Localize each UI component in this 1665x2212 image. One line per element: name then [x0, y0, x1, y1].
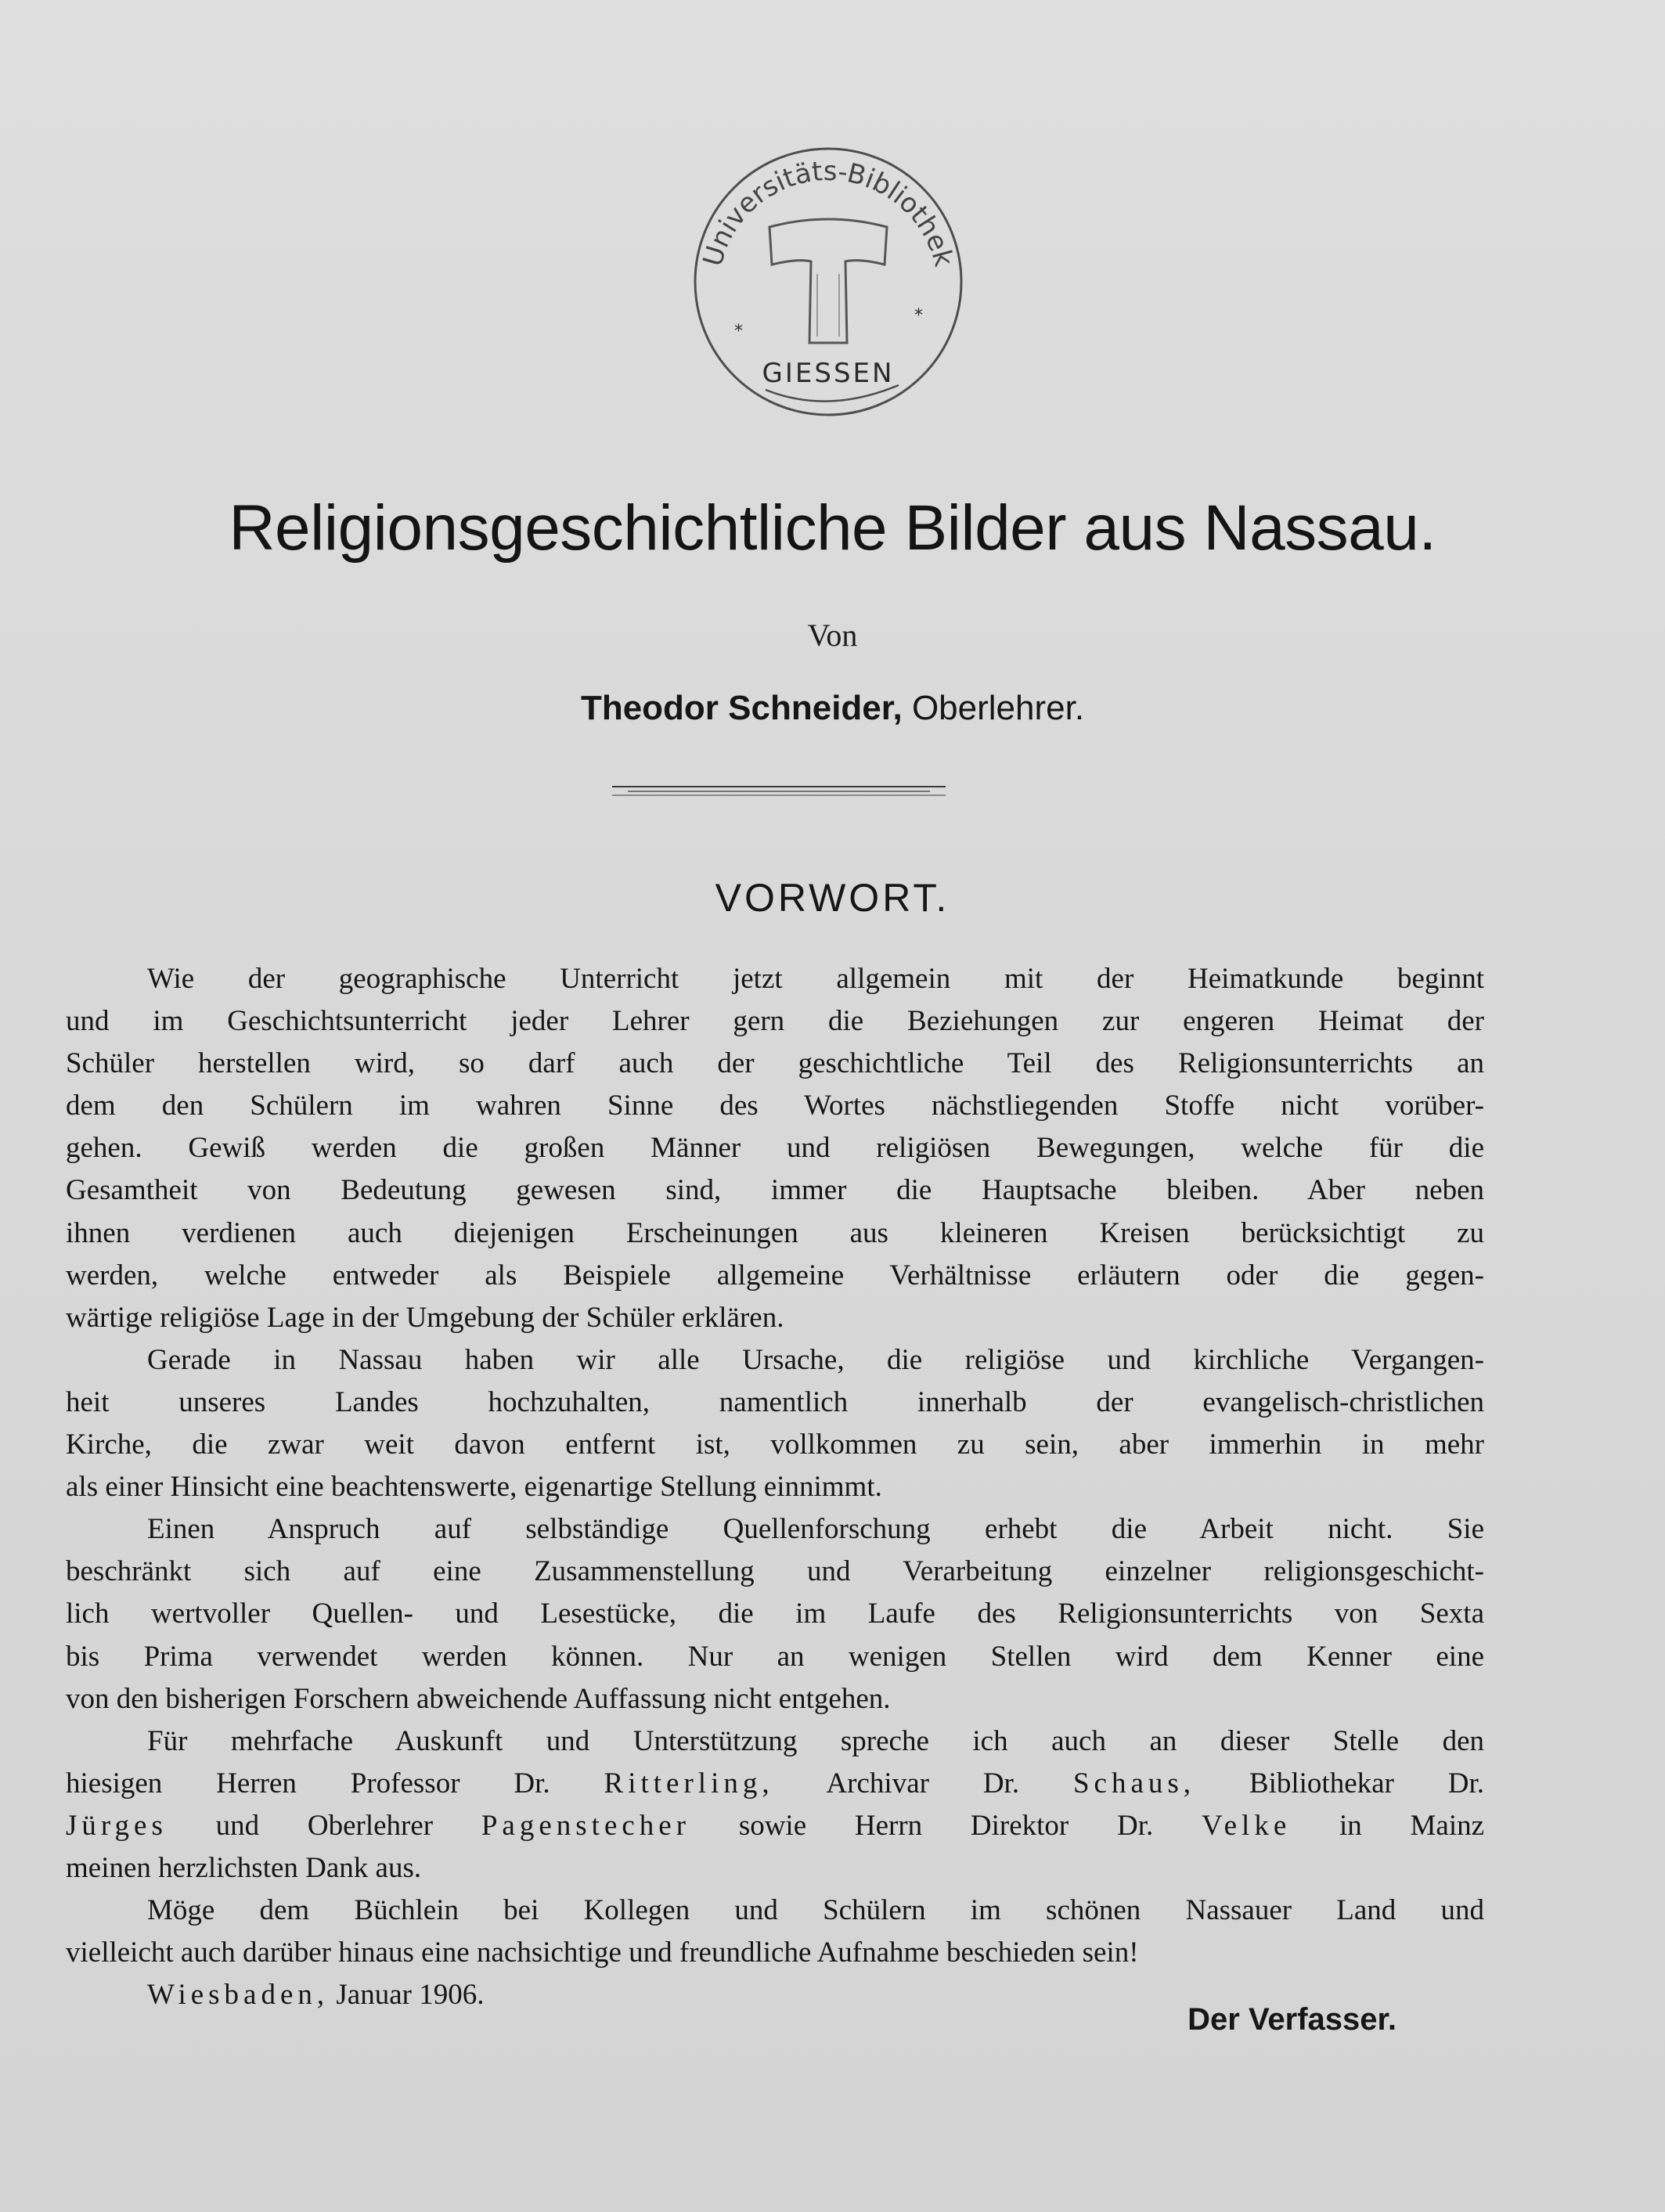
- text-line: von den bisherigen Forschern abweichende Auffassung nicht entgehen.: [66, 1682, 891, 1715]
- text-line: lich wertvoller Quellen- und Lesestücke, die im Laufe des Religionsunterrichts von Sexta: [66, 1598, 1484, 1630]
- text-line: bis Prima verwendet werden können. Nur an wenigen Stellen wird dem Kenner eine: [66, 1640, 1484, 1673]
- text-line: heit unseres Landes hochzuhalten, namentlich innerhalb der evangelisch-christlichen: [66, 1385, 1484, 1418]
- text-segment: Archivar Dr.: [826, 1767, 1020, 1800]
- svg-text:*: *: [734, 322, 743, 341]
- text-line: Schüler herstellen wird, so darf auch der geschichtliche Teil des Religionsunterrichts an: [66, 1047, 1484, 1080]
- text-line: wärtige religiöse Lage in der Umgebung der Schüler erklären.: [66, 1301, 784, 1334]
- person-name: Ritterling,: [604, 1767, 774, 1800]
- text-line: Einen Anspruch auf selbständige Quellenforschung erhebt die Arbeit nicht. Sie: [147, 1513, 1484, 1546]
- text-line: dem den Schülern im wahren Sinne des Wortes nächstliegenden Stoffe nicht vorüber-: [66, 1090, 1484, 1122]
- text-line: werden, welche entweder als Beispiele allgemeine Verhältnisse erläutern oder die gegen-: [66, 1259, 1484, 1292]
- decorative-rule: [612, 783, 946, 797]
- date: Januar 1906.: [336, 1979, 485, 2012]
- text-line: [66, 1805, 1484, 1847]
- place: Wiesbaden,: [147, 1979, 330, 2012]
- svg-text:*: *: [914, 306, 923, 326]
- byline: Von: [807, 618, 858, 653]
- text-line: gehen. Gewiß werden die großen Männer und religiösen Bewegungen, welche für die: [66, 1132, 1484, 1165]
- stamp-seal-icon: [679, 133, 977, 431]
- text-line: ihnen verdienen auch diejenigen Erscheinungen aus kleineren Kreisen berücksichtigt zu: [66, 1216, 1484, 1249]
- text-segment: hiesigen Herren Professor Dr.: [66, 1767, 550, 1800]
- text-line: Möge dem Büchlein bei Kollegen und Schülern im schönen Nassauer Land und: [147, 1894, 1484, 1927]
- preface-text: [66, 958, 1484, 2016]
- text-segment: Bibliothekar Dr.: [1249, 1767, 1484, 1800]
- text-segment: in Mainz: [1339, 1809, 1485, 1842]
- text-line: Gerade in Nassau haben wir alle Ursache, die religiöse und kirchliche Vergangen-: [147, 1343, 1484, 1376]
- author-line: [0, 689, 1665, 728]
- text-line: vielleicht auch darüber hinaus eine nachsichtige und freundliche Aufnahme beschieden sein!: [66, 1936, 1139, 1969]
- svg-text:GIESSEN: GIESSEN: [762, 358, 895, 389]
- person-name: Jürges: [66, 1809, 168, 1842]
- person-name: Pagenstecher: [481, 1809, 691, 1842]
- text-line: [66, 1763, 1484, 1805]
- text-line: Für mehrfache Auskunft und Unterstützung spreche ich auch an dieser Stelle den: [147, 1724, 1484, 1757]
- person-name: Schaus,: [1072, 1767, 1196, 1800]
- text-segment: sowie Herrn Direktor Dr.: [738, 1809, 1154, 1842]
- person-name: Velke: [1202, 1809, 1292, 1842]
- text-line: Gesamtheit von Bedeutung gewesen sind, immer die Hauptsache bleiben. Aber neben: [66, 1174, 1484, 1207]
- text-line: Wie der geographische Unterricht jetzt allgemein mit der Heimatkunde beginnt: [147, 963, 1484, 995]
- document-title: Religionsgeschichtliche Bilder aus Nassau.: [229, 492, 1436, 564]
- library-stamp: [679, 133, 977, 431]
- text-line: meinen herzlichsten Dank aus.: [66, 1851, 422, 1884]
- signature: Der Verfasser.: [1187, 2002, 1397, 2037]
- author-name: Theodor Schneider,: [580, 689, 903, 727]
- text-line: und im Geschichtsunterricht jeder Lehrer gern die Beziehungen zur engeren Heimat der: [66, 1005, 1484, 1038]
- author-role: Oberlehrer.: [911, 689, 1085, 727]
- text-line: als einer Hinsicht eine beachtenswerte, eigenartige Stellung einnimmt.: [66, 1471, 882, 1504]
- svg-text:Universitäts-Bibliothek: Universitäts-Bibliothek: [697, 155, 960, 270]
- section-heading: VORWORT.: [715, 876, 950, 920]
- text-line: beschränkt sich auf eine Zusammenstellung und Verarbeitung einzelner religionsgeschicht-: [66, 1555, 1484, 1588]
- text-line: Kirche, die zwar weit davon entfernt ist, vollkommen zu sein, aber immerhin in mehr: [66, 1428, 1484, 1461]
- text-segment: und Oberlehrer: [215, 1809, 434, 1842]
